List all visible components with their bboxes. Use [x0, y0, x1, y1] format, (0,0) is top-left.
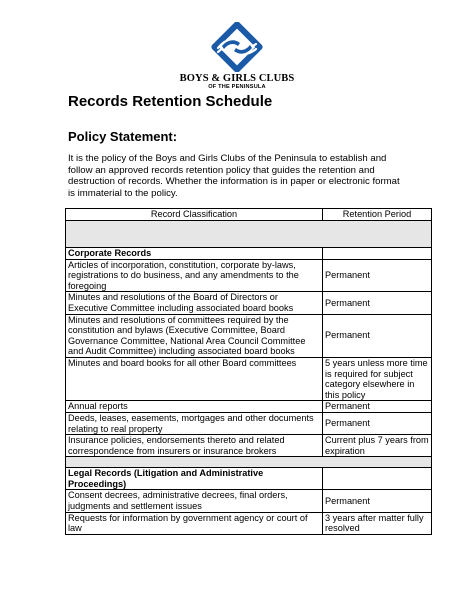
period-cell: Permanent [323, 314, 432, 357]
record-cell: Articles of incorporation, constitution, corporate by-laws, registrations to do business, and any amendments to the foregoing [66, 259, 323, 292]
period-cell: Permanent [323, 259, 432, 292]
table-row [66, 512, 432, 534]
table-row [66, 292, 432, 314]
section-heading: Corporate Records [66, 248, 323, 260]
org-subtitle: OF THE PENINSULA [208, 84, 266, 90]
spacer-row [66, 457, 432, 468]
table-row [66, 314, 432, 357]
org-name: BOYS & GIRLS CLUBS [179, 73, 295, 84]
document-title: Records Retention Schedule [68, 93, 273, 110]
record-cell: Insurance policies, endorsements thereto and related correspondence from insurers or insurance brokers [66, 435, 323, 457]
record-cell: Annual reports [66, 401, 323, 413]
policy-statement: It is the policy of the Boys and Girls Clubs of the Peninsula to establish and follow an approved records retention policy that guides the retention and destruction of records. Whether the information is in paper or electronic format is immaterial to the policy. [68, 153, 400, 199]
empty-cell [323, 468, 432, 490]
spacer-row [66, 221, 432, 248]
period-cell: Permanent [323, 292, 432, 314]
table-row [66, 259, 432, 292]
table-row [66, 412, 432, 434]
record-cell: Consent decrees, administrative decrees, final orders, judgments and settlement issues [66, 490, 323, 512]
period-cell: Permanent [323, 490, 432, 512]
section-heading: Legal Records (Litigation and Administrative Proceedings) [66, 468, 323, 490]
period-cell: Current plus 7 years from expiration [323, 435, 432, 457]
clubs-logo-icon [204, 22, 270, 72]
record-cell: Requests for information by government agency or court of law [66, 512, 323, 534]
empty-cell [323, 248, 432, 260]
record-cell: Deeds, leases, easements, mortgages and other documents relating to real property [66, 412, 323, 434]
table-row [66, 490, 432, 512]
period-cell: 5 years unless more time is required for subject category elsewhere in this policy [323, 357, 432, 400]
section-corporate-records [66, 248, 432, 260]
record-cell: Minutes and board books for all other Board committees [66, 357, 323, 400]
policy-heading: Policy Statement: [68, 129, 178, 144]
period-cell: 3 years after matter fully resolved [323, 512, 432, 534]
table-row [66, 401, 432, 413]
period-cell: Permanent [323, 412, 432, 434]
table-header-row [66, 209, 432, 221]
period-cell: Permanent [323, 401, 432, 413]
table-row [66, 357, 432, 400]
table-row [66, 435, 432, 457]
org-logo [170, 22, 304, 92]
record-cell: Minutes and resolutions of the Board of Directors or Executive Committee including associated board books [66, 292, 323, 314]
record-cell: Minutes and resolutions of committees required by the constitution and bylaws (Executive Committee, Board Governance Committee, National Area Council Committee and Audit Committee) including associated board books [66, 314, 323, 357]
section-legal-records [66, 468, 432, 490]
header-retention-period: Retention Period [323, 209, 432, 221]
header-record-classification: Record Classification [66, 209, 323, 221]
retention-table [65, 208, 432, 535]
